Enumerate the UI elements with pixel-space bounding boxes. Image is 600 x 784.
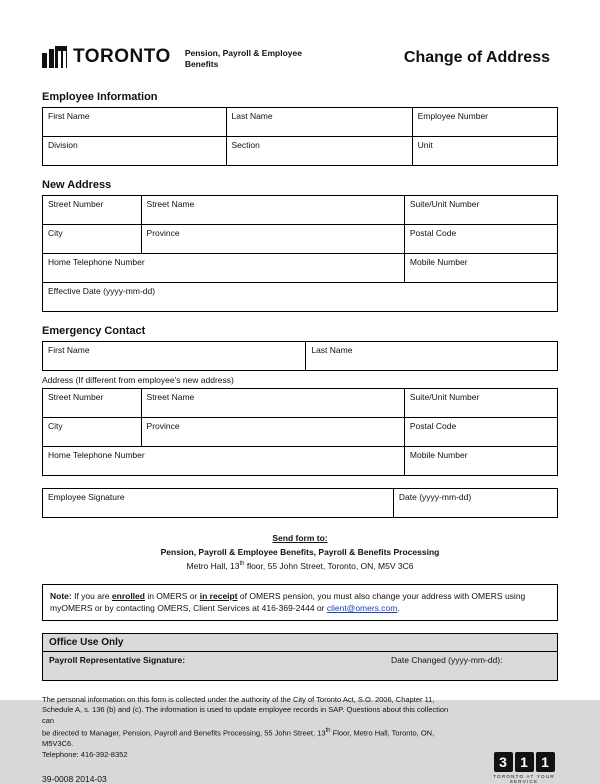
table-row [43, 389, 558, 418]
table-row [43, 196, 558, 225]
field-signature-date[interactable]: Date (yyyy-mm-dd) [393, 489, 557, 518]
send-to-line-2a: Metro Hall, 13 [186, 560, 240, 571]
privacy-line-4: Telephone: 416-392-8352 [42, 749, 128, 759]
field-unit[interactable]: Unit [412, 137, 557, 166]
table-row [43, 489, 558, 518]
field-contact-province[interactable]: Province [141, 418, 404, 447]
privacy-line-1: The personal information on this form is collected under the authority of the City of Toronto Act, S.O. 2006, Chapter 11, [42, 694, 435, 704]
send-to-line-2 [42, 558, 558, 572]
field-employee-signature[interactable]: Employee Signature [43, 489, 394, 518]
form-header [42, 38, 558, 78]
privacy-notice [42, 695, 462, 761]
field-effective-date[interactable]: Effective Date (yyyy-mm-dd) [43, 283, 558, 312]
field-city[interactable]: City [43, 225, 142, 254]
field-contact-city[interactable]: City [43, 418, 142, 447]
table-row [43, 108, 558, 137]
form-number: 39-0008 2014-03 [42, 774, 107, 784]
note-text-1: If you are [71, 590, 112, 601]
field-section[interactable]: Section [226, 137, 412, 166]
field-last-name[interactable]: Last Name [226, 108, 412, 137]
office-use-title: Office Use Only [42, 633, 558, 651]
emergency-contact-name-table [42, 341, 558, 371]
field-contact-street-number[interactable]: Street Number [43, 389, 142, 418]
section-title-emergency-contact: Emergency Contact [42, 325, 146, 337]
311-digits [490, 752, 558, 772]
form-sheet [42, 38, 558, 784]
field-province[interactable]: Province [141, 225, 404, 254]
note-emphasis-in-receipt: in receipt [199, 590, 238, 601]
field-contact-home-telephone-number[interactable]: Home Telephone Number [43, 447, 405, 476]
note-text-2: in OMERS or [144, 590, 200, 601]
field-street-name[interactable]: Street Name [141, 196, 404, 225]
table-row [43, 137, 558, 166]
omers-email-link[interactable]: client@omers.com [326, 602, 398, 613]
privacy-line-2: Schedule A, s. 136 (b) and (c). The information is used to update employee records in SAP. Questions about this collection can [42, 705, 449, 725]
privacy-line-3 [42, 726, 462, 750]
signature-table [42, 488, 558, 518]
table-row [43, 225, 558, 254]
field-contact-street-name[interactable]: Street Name [141, 389, 404, 418]
311-digit-1: 3 [494, 752, 513, 772]
field-mobile-number[interactable]: Mobile Number [404, 254, 557, 283]
field-contact-first-name[interactable]: First Name [43, 342, 306, 371]
privacy-line-3b: Floor, Metro Hall, Toronto, ON, M5V3C6. [42, 728, 435, 749]
311-tagline: TORONTO AT YOUR SERVICE [493, 774, 555, 784]
footer-zone [42, 695, 558, 784]
field-suite-unit-number[interactable]: Suite/Unit Number [404, 196, 557, 225]
toronto-city-hall-icon [42, 46, 68, 68]
note-text-4: . [397, 602, 400, 613]
field-contact-postal-code[interactable]: Postal Code [404, 418, 557, 447]
field-home-telephone-number[interactable]: Home Telephone Number [43, 254, 405, 283]
send-to-heading: Send form to: [272, 533, 328, 543]
field-contact-suite-unit-number[interactable]: Suite/Unit Number [404, 389, 557, 418]
note-text-3: of OMERS pension, you must also change your address with OMERS using myOMERS or by contacting OMERS, Client Services at 416-369-2444 or [50, 590, 526, 613]
311-badge [490, 752, 558, 784]
emergency-address-label: Address (If different from employee's new address) [42, 375, 234, 385]
section-title-new-address: New Address [42, 179, 112, 191]
311-digit-2: 1 [515, 752, 534, 772]
field-contact-mobile-number[interactable]: Mobile Number [404, 447, 557, 476]
table-row [43, 283, 558, 312]
note-box [42, 584, 558, 621]
field-contact-last-name[interactable]: Last Name [306, 342, 558, 371]
field-street-number[interactable]: Street Number [43, 196, 142, 225]
311-digit-3: 1 [536, 752, 555, 772]
note-emphasis-enrolled: enrolled [111, 590, 145, 601]
office-use-row [42, 651, 558, 681]
table-row [43, 418, 558, 447]
send-to-line-2b: floor, 55 John Street, Toronto, ON, M5V 3C6 [244, 560, 414, 571]
toronto-logo [42, 38, 171, 68]
table-row [43, 342, 558, 371]
field-payroll-representative-signature[interactable]: Payroll Representative Signature: [49, 654, 186, 665]
field-postal-code[interactable]: Postal Code [404, 225, 557, 254]
field-employee-number[interactable]: Employee Number [412, 108, 557, 137]
emergency-contact-address-table [42, 388, 558, 476]
table-row [43, 447, 558, 476]
logo-wordmark: TORONTO [73, 46, 171, 67]
field-first-name[interactable]: First Name [43, 108, 227, 137]
new-address-table [42, 195, 558, 312]
department-name: Pension, Payroll & Employee Benefits [184, 48, 302, 69]
employee-information-table [42, 107, 558, 166]
privacy-line-3a: be directed to Manager, Pension, Payroll and Benefits Processing, 55 John Street, 13 [42, 728, 326, 738]
table-row [43, 254, 558, 283]
page-title: Change of Address [403, 49, 550, 66]
section-title-employee-information: Employee Information [42, 91, 158, 103]
note-label: Note: [50, 590, 72, 601]
privacy-ordinal: th [325, 728, 331, 735]
send-to-ordinal: th [239, 561, 245, 567]
send-to-line-1: Pension, Payroll & Employee Benefits, Payroll & Benefits Processing [160, 547, 440, 557]
field-division[interactable]: Division [43, 137, 227, 166]
field-date-changed[interactable]: Date Changed (yyyy-mm-dd): [391, 654, 503, 665]
office-use-only-block [42, 633, 558, 681]
send-form-to-block [42, 532, 558, 572]
